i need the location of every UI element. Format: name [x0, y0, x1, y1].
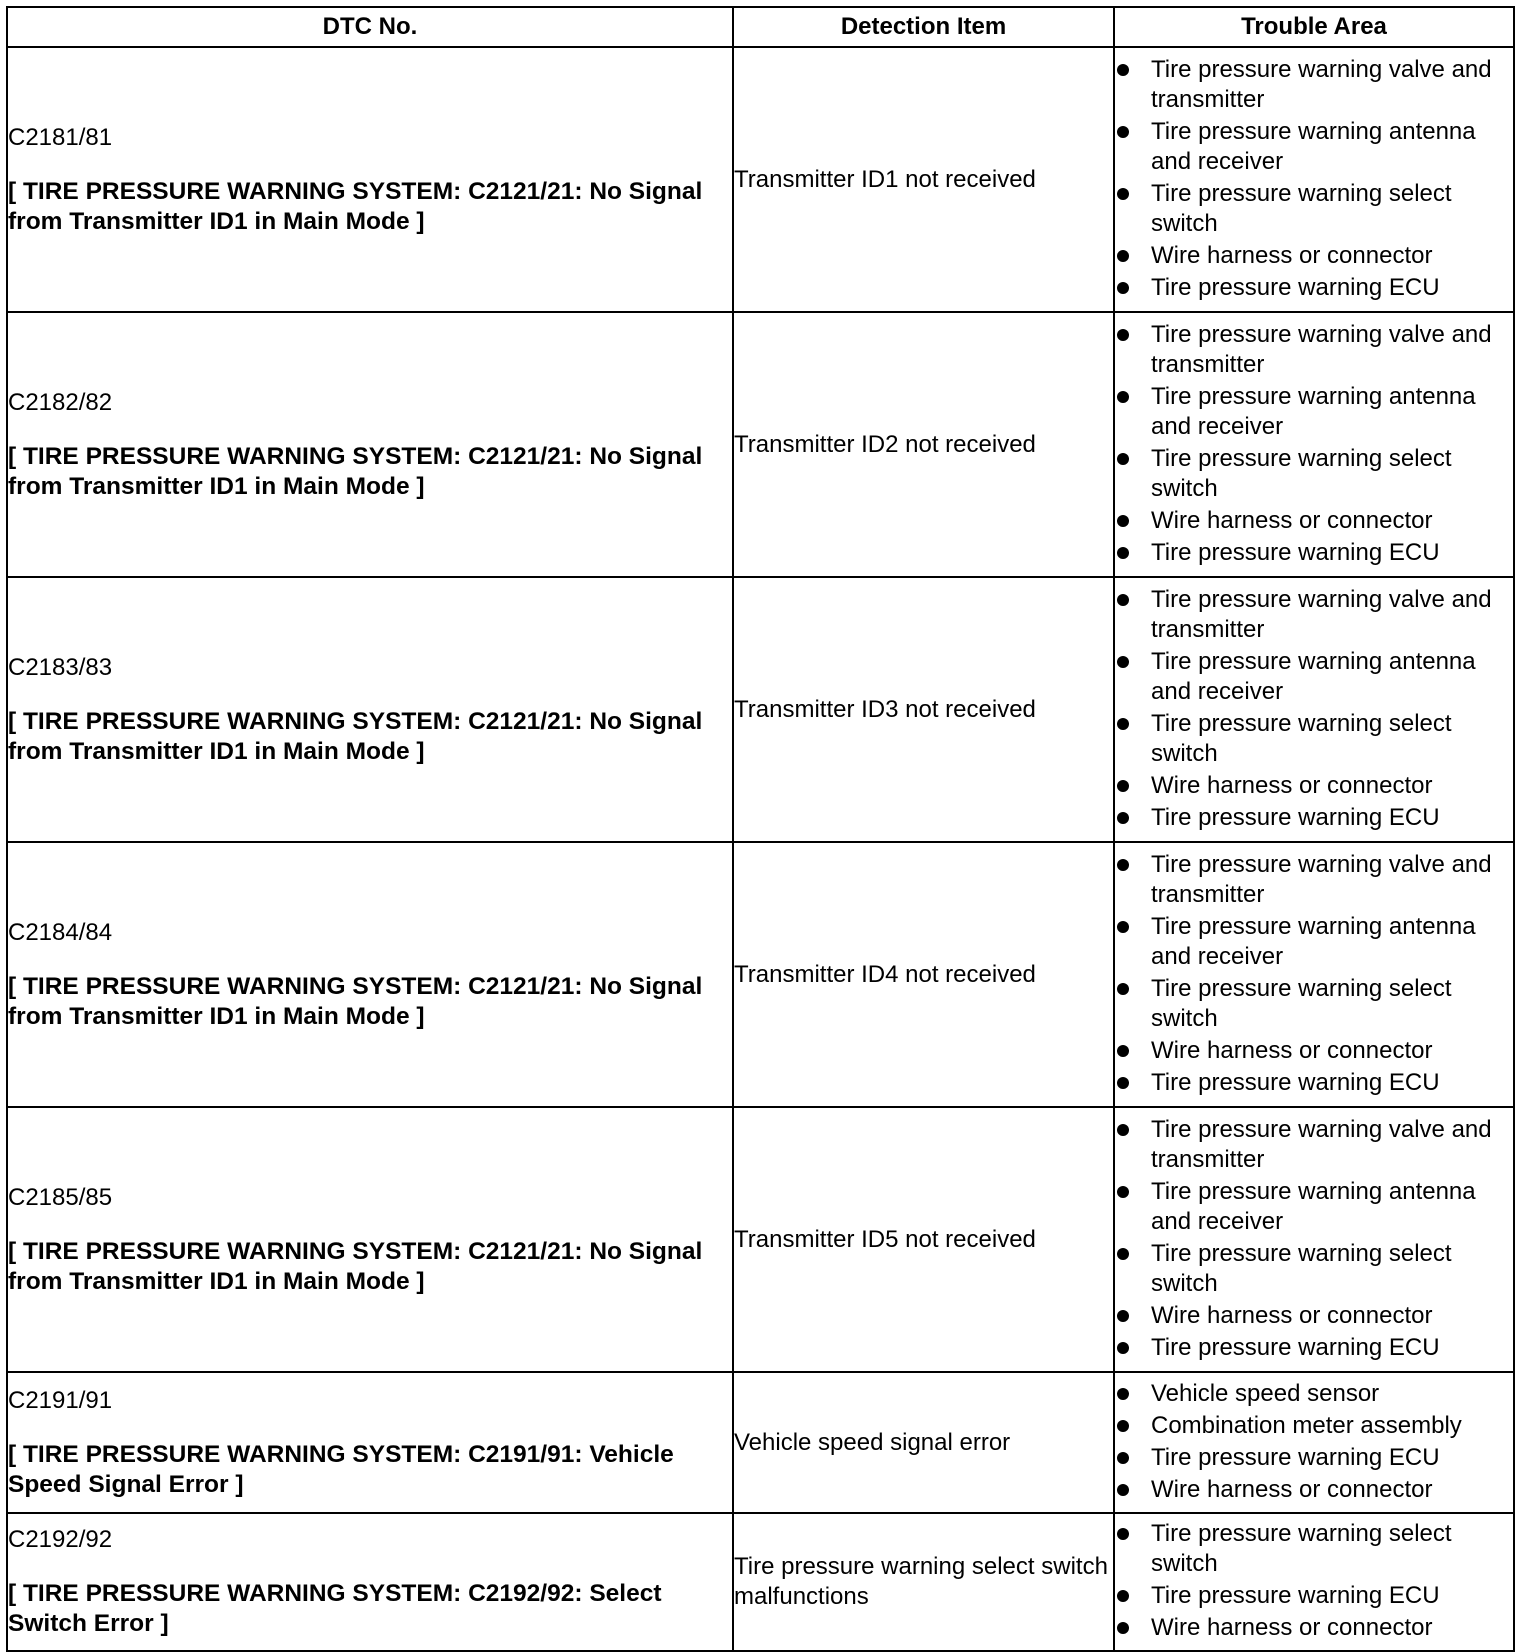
dtc-code: C2184/84 — [8, 918, 113, 946]
list-item: Tire pressure warning ECU — [1115, 1581, 1513, 1611]
trouble-area-cell — [1114, 47, 1514, 312]
list-item: Wire harness or connector — [1115, 771, 1513, 801]
dtc-cell — [7, 842, 733, 1107]
trouble-area-list — [1115, 320, 1513, 568]
detection-item: Transmitter ID2 not received — [733, 312, 1114, 577]
dtc-cell — [7, 312, 733, 577]
trouble-area-list — [1115, 585, 1513, 833]
detection-item: Transmitter ID5 not received — [733, 1107, 1114, 1372]
table-row — [7, 1513, 1514, 1651]
list-item: Tire pressure warning ECU — [1115, 273, 1513, 303]
dtc-description: [ TIRE PRESSURE WARNING SYSTEM: C2121/21: No Signal from Transmitter ID1 in Main Mode ] — [8, 177, 703, 235]
table-row — [7, 47, 1514, 312]
list-item: Tire pressure warning ECU — [1115, 803, 1513, 833]
dtc-description: [ TIRE PRESSURE WARNING SYSTEM: C2192/92: Select Switch Error ] — [8, 1580, 662, 1637]
dtc-code: C2192/92 — [8, 1526, 113, 1553]
detection-item: Tire pressure warning select switch malfunctions — [733, 1513, 1114, 1651]
detection-item: Vehicle speed signal error — [733, 1372, 1114, 1513]
dtc-code: C2191/91 — [8, 1386, 113, 1414]
table-row — [7, 312, 1514, 577]
list-item: Tire pressure warning valve and transmitter — [1115, 320, 1513, 380]
list-item: Tire pressure warning antenna and receiver — [1115, 912, 1513, 972]
trouble-area-cell — [1114, 1372, 1514, 1513]
list-item: Wire harness or connector — [1115, 241, 1513, 271]
dtc-code: C2181/81 — [8, 123, 113, 151]
table-row — [7, 842, 1514, 1107]
trouble-area-list — [1115, 1379, 1513, 1505]
list-item: Tire pressure warning valve and transmitter — [1115, 585, 1513, 645]
dtc-description: [ TIRE PRESSURE WARNING SYSTEM: C2121/21: No Signal from Transmitter ID1 in Main Mode ] — [8, 707, 703, 765]
dtc-description: [ TIRE PRESSURE WARNING SYSTEM: C2121/21: No Signal from Transmitter ID1 in Main Mode ] — [8, 442, 703, 500]
list-item: Vehicle speed sensor — [1115, 1379, 1513, 1409]
list-item: Wire harness or connector — [1115, 1036, 1513, 1066]
list-item: Wire harness or connector — [1115, 506, 1513, 536]
dtc-code: C2182/82 — [8, 388, 113, 416]
list-item: Wire harness or connector — [1115, 1613, 1513, 1643]
list-item: Tire pressure warning valve and transmitter — [1115, 55, 1513, 115]
list-item: Tire pressure warning ECU — [1115, 1333, 1513, 1363]
trouble-area-cell — [1114, 842, 1514, 1107]
list-item: Tire pressure warning valve and transmitter — [1115, 850, 1513, 910]
trouble-area-cell — [1114, 577, 1514, 842]
trouble-area-list — [1115, 850, 1513, 1098]
dtc-description: [ TIRE PRESSURE WARNING SYSTEM: C2121/21: No Signal from Transmitter ID1 in Main Mode ] — [8, 1237, 703, 1295]
trouble-area-list — [1115, 1115, 1513, 1363]
detection-item: Transmitter ID1 not received — [733, 47, 1114, 312]
list-item: Tire pressure warning antenna and receiver — [1115, 1177, 1513, 1237]
table-row — [7, 1107, 1514, 1372]
list-item: Tire pressure warning ECU — [1115, 1068, 1513, 1098]
header-detection-item: Detection Item — [733, 7, 1114, 47]
dtc-cell — [7, 1107, 733, 1372]
dtc-cell — [7, 1513, 733, 1651]
dtc-cell — [7, 1372, 733, 1513]
list-item: Tire pressure warning antenna and receiver — [1115, 647, 1513, 707]
dtc-description: [ TIRE PRESSURE WARNING SYSTEM: C2121/21: No Signal from Transmitter ID1 in Main Mode ] — [8, 972, 703, 1030]
list-item: Tire pressure warning select switch — [1115, 444, 1513, 504]
list-item: Tire pressure warning select switch — [1115, 1239, 1513, 1299]
list-item: Wire harness or connector — [1115, 1475, 1513, 1505]
header-trouble-area: Trouble Area — [1114, 7, 1514, 47]
dtc-code: C2185/85 — [8, 1183, 113, 1211]
trouble-area-list — [1115, 1519, 1513, 1643]
trouble-area-cell — [1114, 312, 1514, 577]
list-item: Tire pressure warning antenna and receiver — [1115, 382, 1513, 442]
detection-item: Transmitter ID3 not received — [733, 577, 1114, 842]
list-item: Tire pressure warning select switch — [1115, 709, 1513, 769]
table-header-row — [7, 7, 1514, 47]
dtc-description: [ TIRE PRESSURE WARNING SYSTEM: C2191/91: Vehicle Speed Signal Error ] — [8, 1440, 674, 1498]
trouble-area-cell — [1114, 1513, 1514, 1651]
table-row — [7, 1372, 1514, 1513]
dtc-cell — [7, 47, 733, 312]
list-item: Combination meter assembly — [1115, 1411, 1513, 1441]
list-item: Tire pressure warning select switch — [1115, 1519, 1513, 1579]
detection-item: Transmitter ID4 not received — [733, 842, 1114, 1107]
trouble-area-list — [1115, 55, 1513, 303]
list-item: Tire pressure warning ECU — [1115, 538, 1513, 568]
dtc-table — [6, 6, 1515, 1652]
list-item: Tire pressure warning ECU — [1115, 1443, 1513, 1473]
dtc-code: C2183/83 — [8, 653, 113, 681]
header-dtc-no: DTC No. — [7, 7, 733, 47]
list-item: Wire harness or connector — [1115, 1301, 1513, 1331]
list-item: Tire pressure warning select switch — [1115, 974, 1513, 1034]
list-item: Tire pressure warning select switch — [1115, 179, 1513, 239]
dtc-cell — [7, 577, 733, 842]
list-item: Tire pressure warning valve and transmitter — [1115, 1115, 1513, 1175]
table-row — [7, 577, 1514, 842]
list-item: Tire pressure warning antenna and receiver — [1115, 117, 1513, 177]
trouble-area-cell — [1114, 1107, 1514, 1372]
